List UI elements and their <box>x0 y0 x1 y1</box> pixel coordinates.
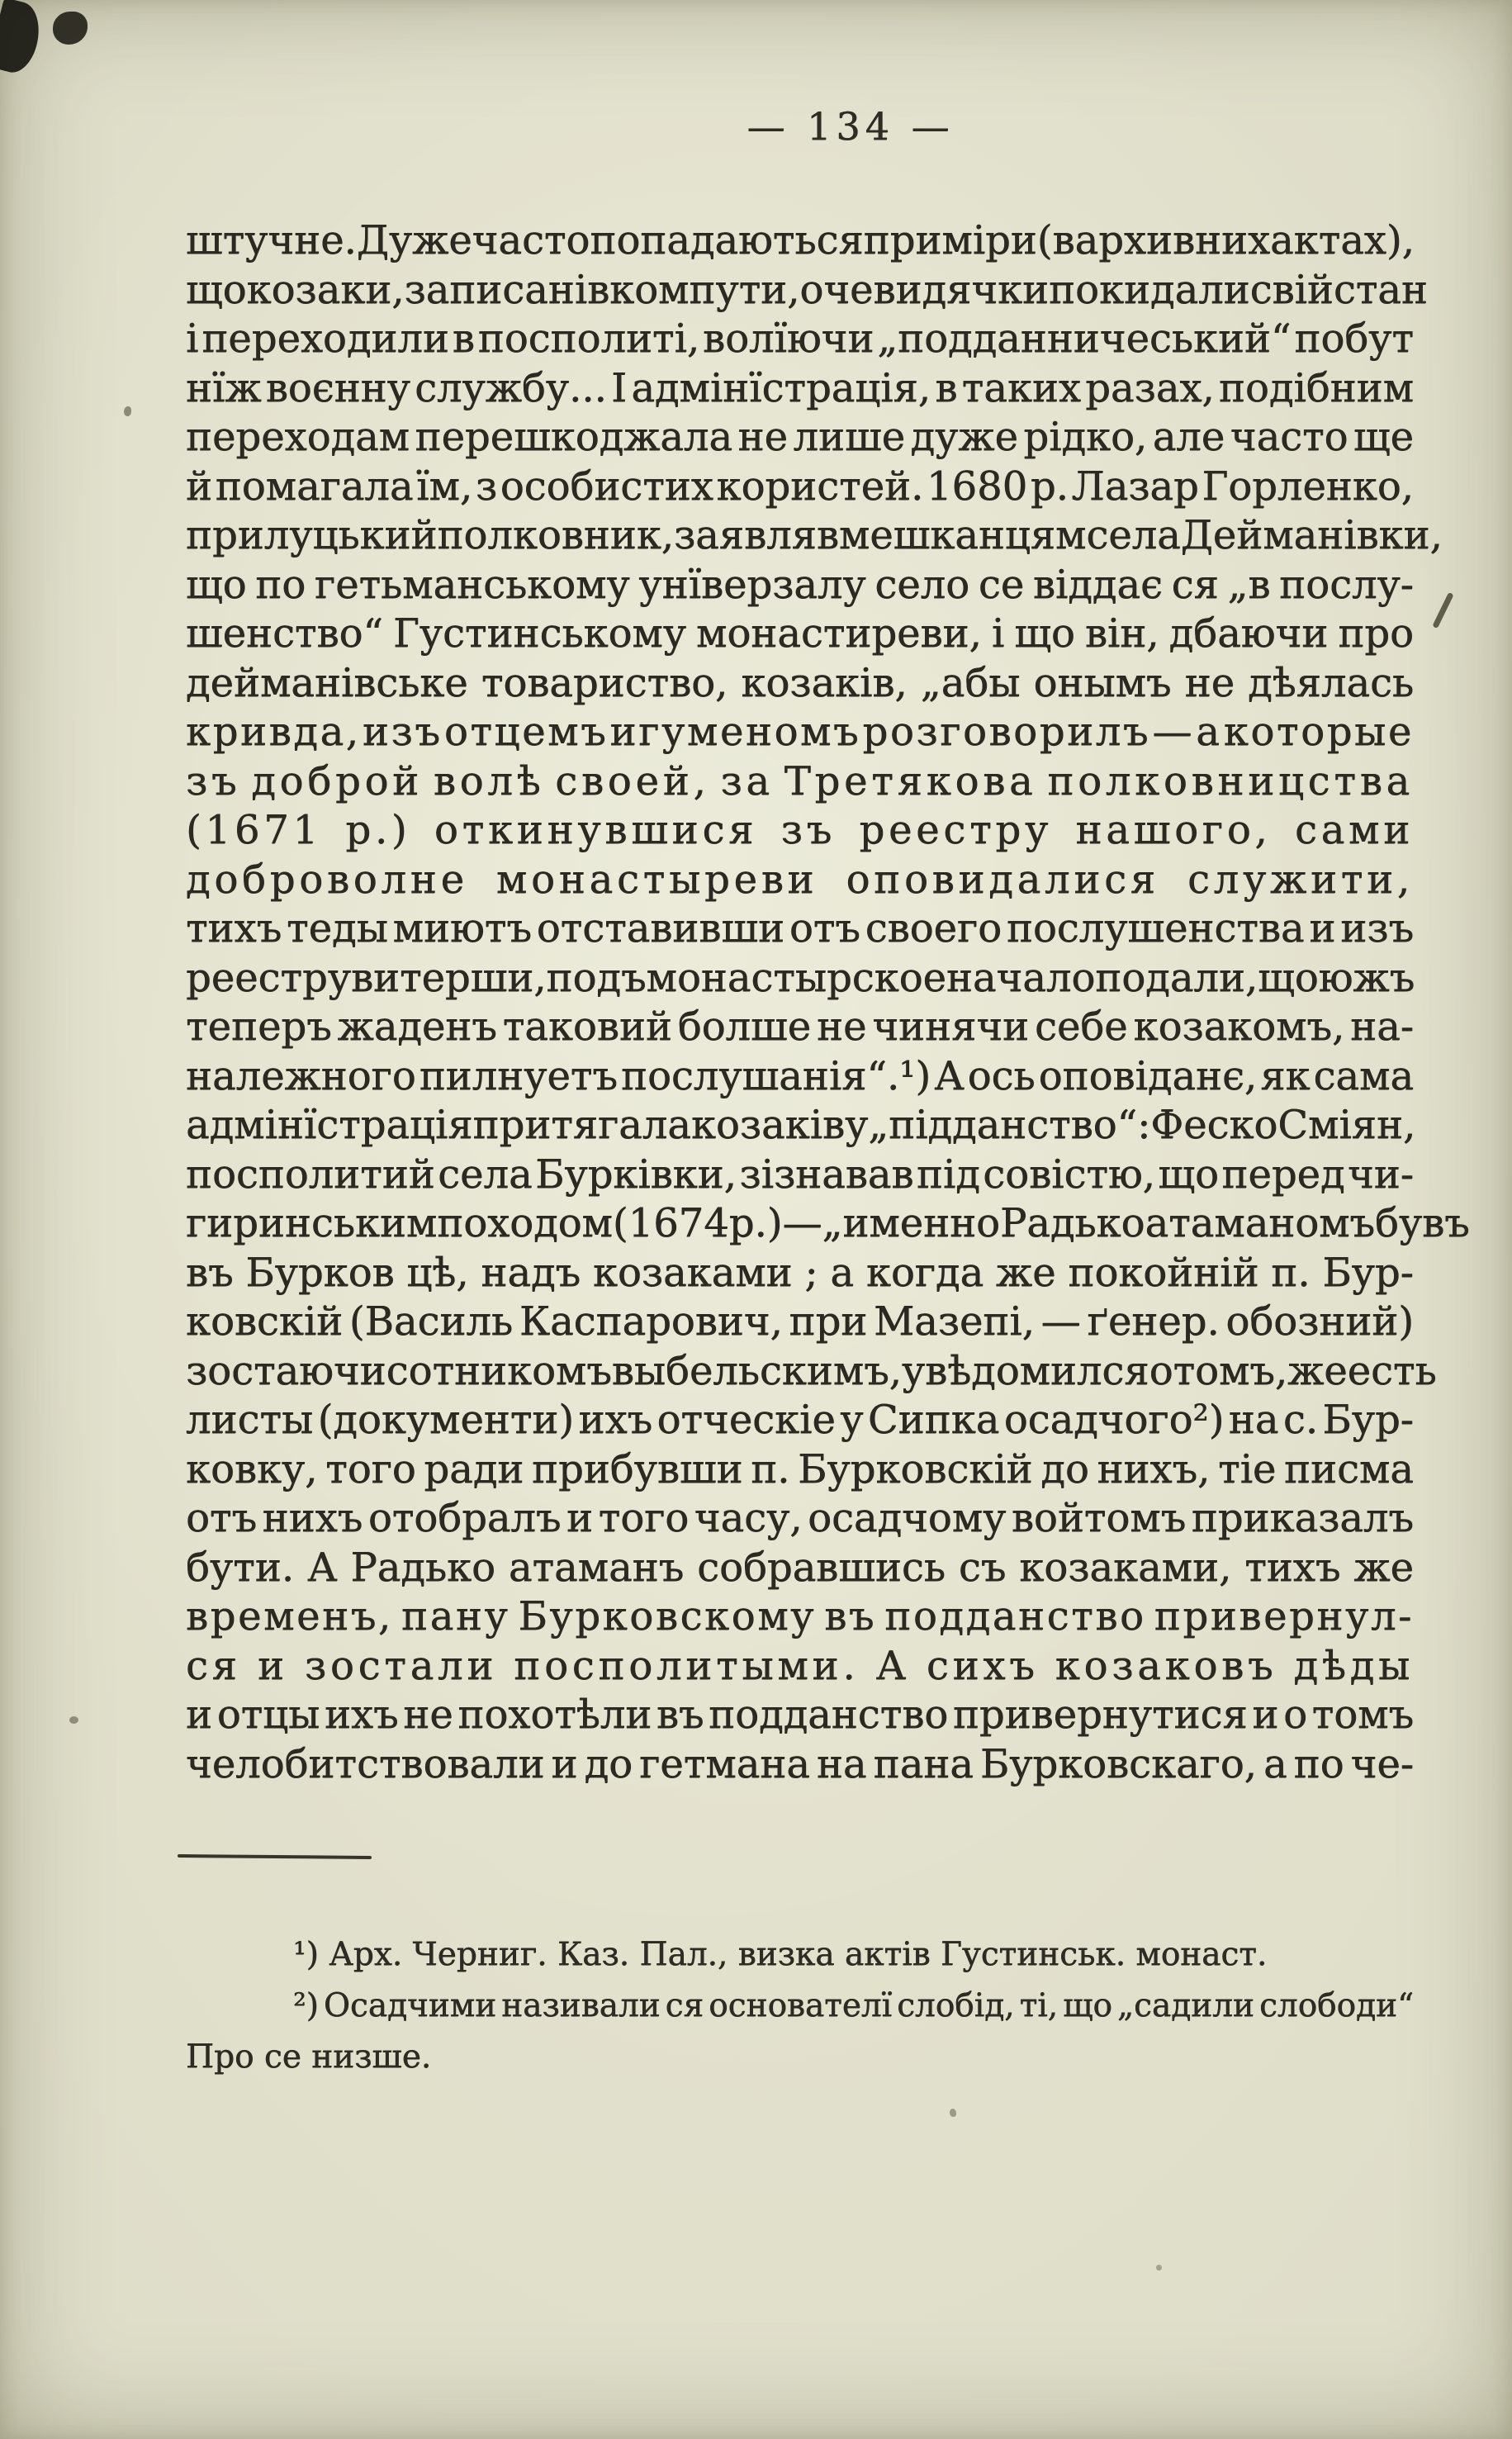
text-line: и отцы ихъ не похотѣли въ подданство привернутися и о томъ <box>186 1692 1414 1738</box>
text-line: (1671 р.) откинувшися зъ реестру нашого, сами <box>186 807 1414 853</box>
footnote-line: ¹) Арх. Черниг. Каз. Пал., визка актів Густинськ. монаст. <box>293 1936 1268 1973</box>
text-line: посполитий села Бурківки, зізнавав під совістю, що перед чи- <box>186 1151 1414 1198</box>
text-line: временъ, пану Бурковскому въ подданство привернул- <box>186 1593 1414 1639</box>
ink-blot-top-left <box>0 0 46 77</box>
text-line: нїж воєнну службу... І адмінїстрація, в таких разах, подібним <box>186 364 1414 411</box>
text-line: зостаючи сотникомъ выбельскимъ, увѣдомился о томъ, же есть <box>186 1347 1437 1394</box>
text-line: отъ нихъ отобралъ и того часу, осадчому войтомъ приказалъ <box>186 1495 1414 1541</box>
footnote-line: Про се низше. <box>186 2038 432 2076</box>
text-line: гиринським походом (1674 р.) — „именно Радько атаманомъ бувъ <box>186 1200 1470 1246</box>
text-line: зъ доброй волѣ своей, за Третякова полковницства <box>186 757 1414 804</box>
text-line: въ Бурков цѣ, надъ козаками ; а когда же покойній п. Бур- <box>186 1249 1414 1296</box>
footnote-line: ²) Осадчими називали ся основателї слобід, ті, що „садили слободи“ <box>293 1987 1414 2024</box>
text-line: штучне. Дуже часто попадають ся приміри (в архивних актах), <box>186 217 1415 263</box>
text-line: ковскій (Василь Каспарович, при Мазепі, — ґенер. обозний) <box>186 1298 1414 1345</box>
footnote-separator-rule <box>178 1854 372 1859</box>
text-line: належного пилнуетъ послушанія“.¹) А ось оповіданє, як сама <box>186 1052 1414 1099</box>
text-line: листы (документи) ихъ отческіе у Сипка осадчого²) на с. Бур- <box>186 1397 1414 1443</box>
paper-speck <box>1156 2265 1162 2271</box>
text-line: доброволне монастыреви оповидалися служити, <box>186 856 1414 903</box>
text-line: що по гетьманському унїверзалу село се віддає ся „в послу- <box>186 561 1414 608</box>
text-line: ковку, того ради прибувши п. Бурковскій до нихъ, тіе писма <box>186 1445 1414 1492</box>
text-line: що козаки, записані в компути, очевидячки покидали свій стан <box>186 266 1428 313</box>
paper-speck <box>124 406 131 416</box>
page-number: — 134 — <box>747 104 955 149</box>
text-line: реестру витерши, подъ монастырское начало подали, що южъ <box>186 954 1415 1001</box>
text-line: й помагала їм, з особистих користей. 1680 р. Лазар Горленко, <box>186 463 1414 510</box>
ink-blot-top-left-2 <box>53 12 88 45</box>
text-line: теперъ жаденъ таковий болше не чинячи себе козакомъ, на- <box>186 1004 1414 1050</box>
text-line: челобитствовали и до гетмана на пана Бурковскаго, а по че- <box>186 1740 1414 1787</box>
footnotes-block <box>186 1929 1414 2083</box>
text-line: і переходили в посполиті, волїючи „подданничеський“ побут <box>186 316 1414 362</box>
text-line: адмінїстрація притягала козаків у „підданство“ : Феско Сміян, <box>186 1102 1416 1148</box>
text-line: прилуцький полковник, заявляв мешканцям села Дейманівки, <box>186 512 1443 558</box>
pen-mark-right-margin <box>1432 592 1453 629</box>
text-line: ся и зостали посполитыми. А сихъ козаковъ дѣды <box>186 1642 1414 1689</box>
text-line: кривда, изъ отцемъ игуменомъ розговорилъ — а которые <box>186 709 1414 755</box>
text-line: бути. А Радько атаманъ собравшись съ козаками, тихъ же <box>186 1544 1414 1591</box>
body-text-block <box>186 216 1470 1789</box>
text-line: шенство“ Густинському монастиреви, і що він, дбаючи про <box>186 610 1414 657</box>
paper-speck <box>950 2109 956 2117</box>
paper-speck <box>69 1716 78 1724</box>
text-line: переходам перешкоджала не лише дуже рідко, але часто ще <box>186 414 1414 460</box>
text-line: дейманівське товариство, козаків, „абы онымъ не дѣялась <box>186 659 1414 706</box>
text-line: тихъ теды миютъ отставивши отъ своего послушенства и изъ <box>186 905 1414 951</box>
